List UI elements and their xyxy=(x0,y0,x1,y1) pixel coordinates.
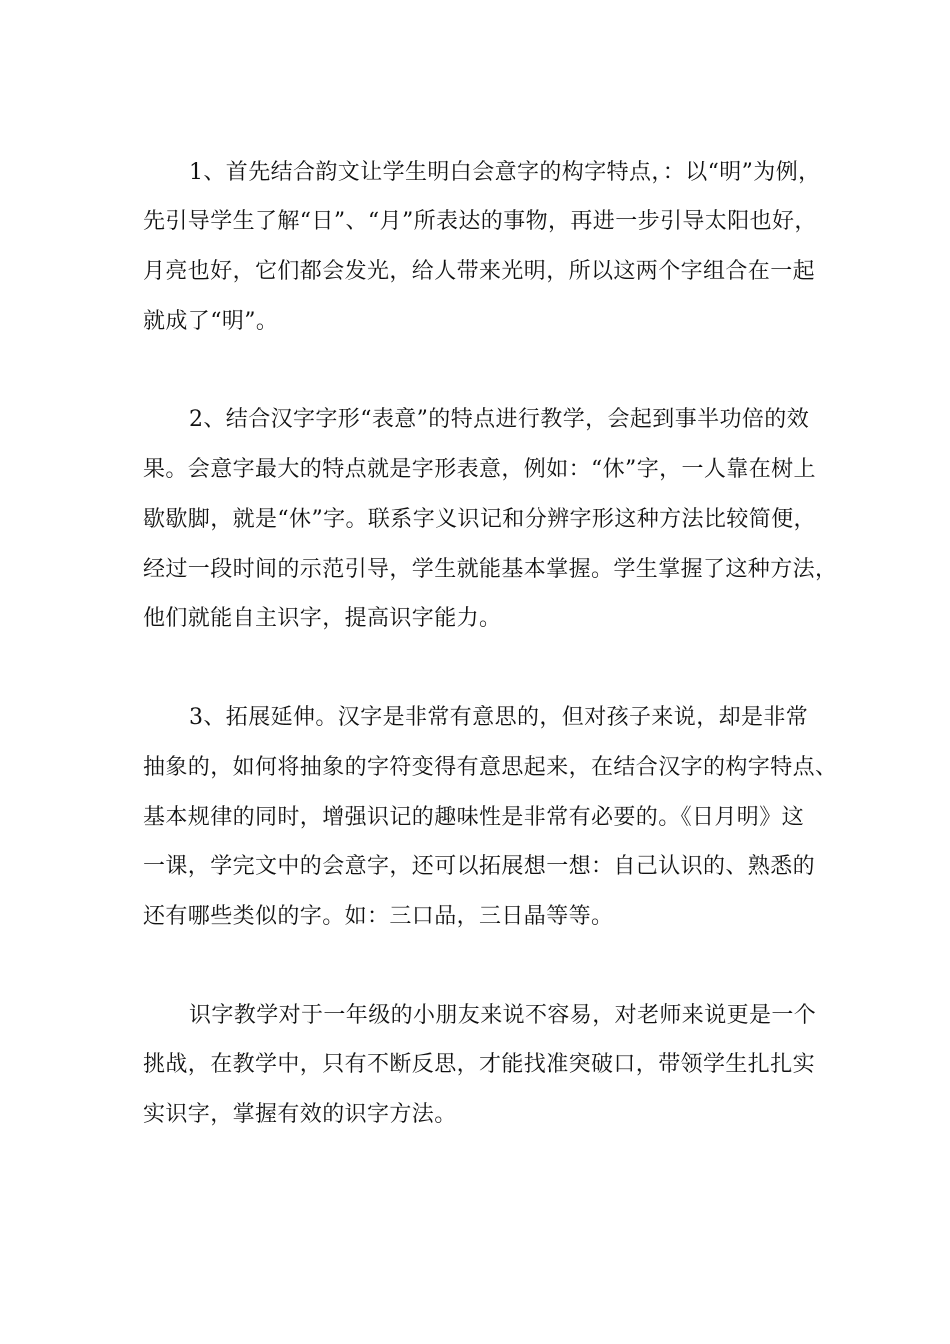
paragraph-line: 他们就能自主识字，提高识字能力。 xyxy=(143,606,502,631)
paragraph-line: 果。会意字最大的特点就是字形表意，例如：“休”字，一人靠在树上 xyxy=(143,457,816,482)
paragraph-line: 1、首先结合韵文让学生明白会意字的构字特点，：以“明”为例， xyxy=(189,160,821,185)
paragraph-line: 2、结合汉字字形“表意”的特点进行教学，会起到事半功倍的效 xyxy=(189,407,810,432)
paragraph-line: 就成了“明”。 xyxy=(143,309,279,334)
paragraph-line: 识字教学对于一年级的小朋友来说不容易，对老师来说更是一个 xyxy=(189,1003,817,1028)
paragraph-line: 月亮也好，它们都会发光，给人带来光明，所以这两个字组合在一起 xyxy=(143,259,816,284)
paragraph-line: 基本规律的同时，增强识记的趣味性是非常有必要的。《日月明》这 xyxy=(143,805,805,830)
paragraph-line: 还有哪些类似的字。如：三口品，三日晶等等。 xyxy=(143,904,614,929)
paragraph-line: 歇歇脚，就是“休”字。联系字义识记和分辨字形这种方法比较简便， xyxy=(143,507,816,532)
paragraph-line: 一课，学完文中的会意字，还可以拓展想一想：自己认识的、熟悉的 xyxy=(143,854,816,879)
paragraph-line: 先引导学生了解“日”、“月”所表达的事物，再进一步引导太阳也好， xyxy=(143,209,817,234)
paragraph-line: 挑战，在教学中，只有不断反思，才能找准突破口，带领学生扎扎实 xyxy=(143,1052,816,1077)
paragraph-line: 经过一段时间的示范引导，学生就能基本掌握。学生掌握了这种方法， xyxy=(143,557,838,582)
paragraph-line: 抽象的，如何将抽象的字符变得有意思起来，在结合汉字的构字特点、 xyxy=(143,755,838,780)
paragraph-line: 3、拓展延伸。汉字是非常有意思的，但对孩子来说，却是非常 xyxy=(189,705,809,730)
paragraph-line: 实识字，掌握有效的识字方法。 xyxy=(143,1102,457,1127)
